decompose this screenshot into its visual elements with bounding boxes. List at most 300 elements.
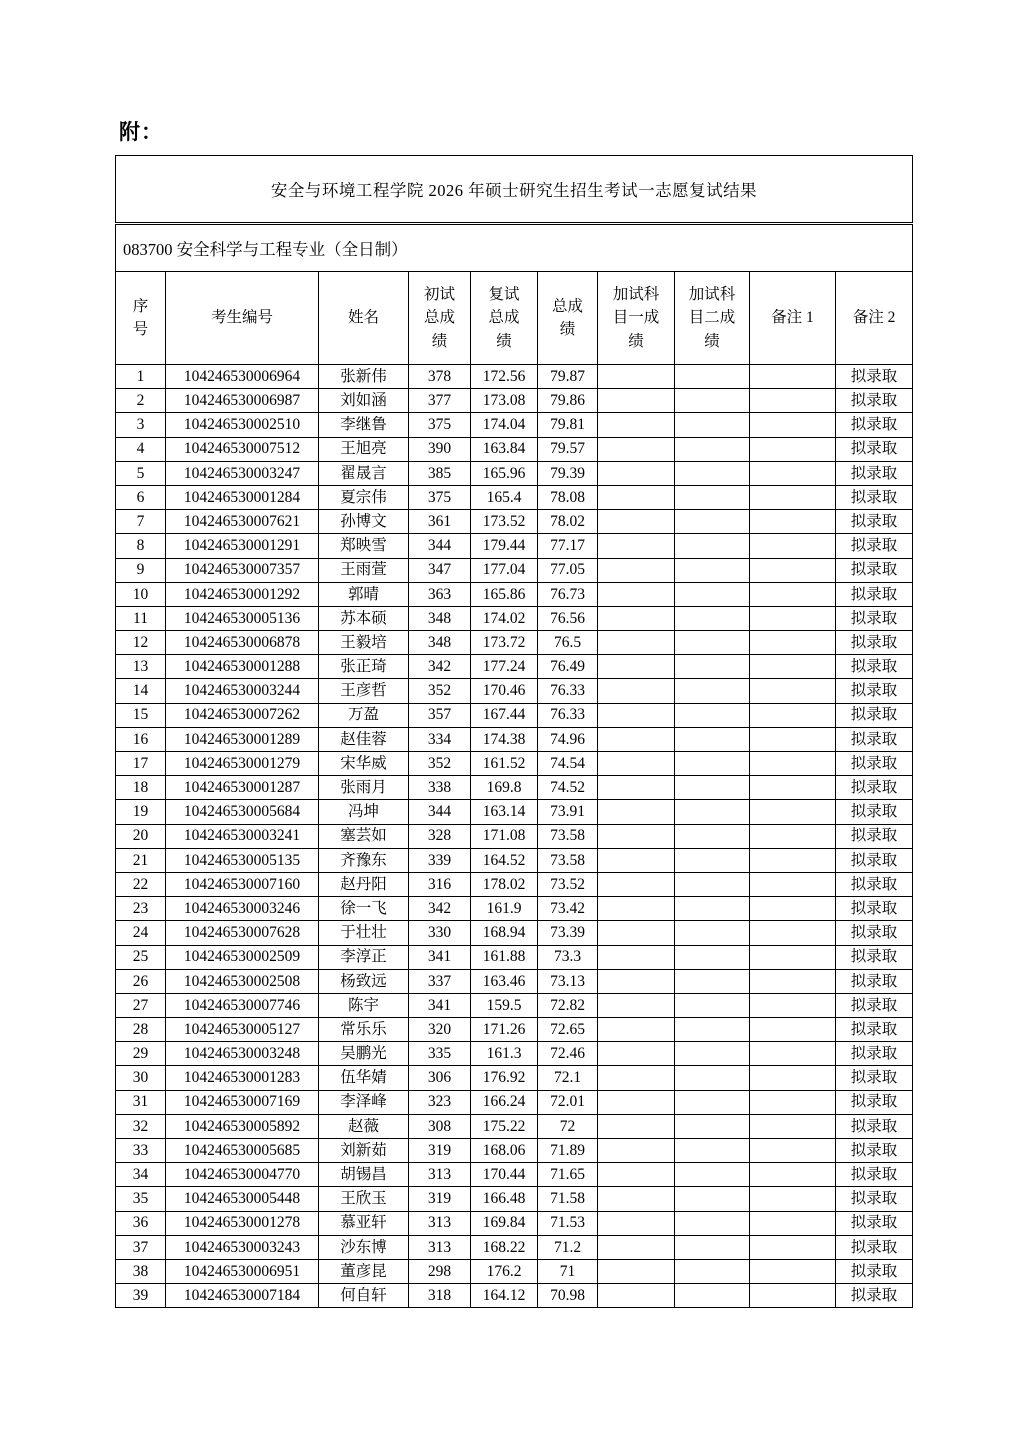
cell-retest-total: 174.38: [471, 727, 538, 751]
cell-extra-subject-1-score: [598, 824, 675, 848]
cell-candidate-id: 104246530001291: [166, 534, 319, 558]
cell-total-score: 74.96: [538, 727, 598, 751]
cell-candidate-id: 104246530007160: [166, 872, 319, 896]
table-row: [116, 993, 913, 1017]
cell-serial-number: 38: [116, 1259, 166, 1283]
cell-remark-1: [750, 1042, 836, 1066]
cell-total-score: 72.01: [538, 1090, 598, 1114]
cell-candidate-id: 104246530001278: [166, 1211, 319, 1235]
cell-remark-1: [750, 824, 836, 848]
cell-name: 刘如涵: [319, 389, 409, 413]
cell-extra-subject-1-score: [598, 1187, 675, 1211]
cell-initial-exam-total: 378: [409, 365, 471, 389]
cell-name: 李泽峰: [319, 1090, 409, 1114]
cell-extra-subject-1-score: [598, 365, 675, 389]
col-candidate-id: 考生编号: [166, 272, 319, 365]
cell-remark-2: 拟录取: [836, 631, 913, 655]
table-row: [116, 413, 913, 437]
results-table: [115, 155, 913, 1308]
cell-extra-subject-2-score: [675, 872, 750, 896]
cell-initial-exam-total: 348: [409, 606, 471, 630]
col-initial-exam-total: 初试总成绩: [409, 272, 471, 365]
cell-serial-number: 2: [116, 389, 166, 413]
cell-serial-number: 19: [116, 800, 166, 824]
cell-initial-exam-total: 328: [409, 824, 471, 848]
cell-name: 孙博文: [319, 510, 409, 534]
table-row: [116, 776, 913, 800]
cell-name: 郭晴: [319, 582, 409, 606]
cell-name: 伍华婧: [319, 1066, 409, 1090]
cell-extra-subject-1-score: [598, 631, 675, 655]
cell-retest-total: 168.94: [471, 921, 538, 945]
cell-remark-2: 拟录取: [836, 485, 913, 509]
cell-extra-subject-2-score: [675, 993, 750, 1017]
cell-extra-subject-2-score: [675, 437, 750, 461]
table-row: [116, 1090, 913, 1114]
cell-total-score: 78.08: [538, 485, 598, 509]
cell-total-score: 79.57: [538, 437, 598, 461]
cell-initial-exam-total: 323: [409, 1090, 471, 1114]
cell-extra-subject-1-score: [598, 921, 675, 945]
cell-extra-subject-2-score: [675, 727, 750, 751]
column-header-row: [116, 272, 913, 365]
table-row: [116, 437, 913, 461]
cell-candidate-id: 104246530003241: [166, 824, 319, 848]
table-row: [116, 848, 913, 872]
cell-retest-total: 163.46: [471, 969, 538, 993]
cell-total-score: 76.49: [538, 655, 598, 679]
cell-candidate-id: 104246530007262: [166, 703, 319, 727]
cell-serial-number: 6: [116, 485, 166, 509]
cell-remark-2: 拟录取: [836, 365, 913, 389]
table-row: [116, 1114, 913, 1138]
cell-serial-number: 12: [116, 631, 166, 655]
cell-retest-total: 172.56: [471, 365, 538, 389]
table-row: [116, 727, 913, 751]
cell-serial-number: 37: [116, 1235, 166, 1259]
cell-candidate-id: 104246530004770: [166, 1163, 319, 1187]
cell-remark-1: [750, 1211, 836, 1235]
cell-remark-2: 拟录取: [836, 1090, 913, 1114]
cell-remark-2: 拟录取: [836, 824, 913, 848]
cell-serial-number: 30: [116, 1066, 166, 1090]
cell-total-score: 72: [538, 1114, 598, 1138]
cell-retest-total: 169.8: [471, 776, 538, 800]
cell-candidate-id: 104246530005135: [166, 848, 319, 872]
cell-initial-exam-total: 339: [409, 848, 471, 872]
cell-retest-total: 175.22: [471, 1114, 538, 1138]
cell-serial-number: 9: [116, 558, 166, 582]
cell-initial-exam-total: 316: [409, 872, 471, 896]
cell-remark-2: 拟录取: [836, 1187, 913, 1211]
table-row: [116, 582, 913, 606]
cell-extra-subject-2-score: [675, 1114, 750, 1138]
cell-total-score: 76.33: [538, 703, 598, 727]
cell-extra-subject-2-score: [675, 1042, 750, 1066]
cell-serial-number: 31: [116, 1090, 166, 1114]
cell-remark-1: [750, 800, 836, 824]
cell-total-score: 76.33: [538, 679, 598, 703]
cell-retest-total: 178.02: [471, 872, 538, 896]
cell-retest-total: 171.26: [471, 1018, 538, 1042]
cell-total-score: 73.91: [538, 800, 598, 824]
cell-extra-subject-2-score: [675, 461, 750, 485]
cell-extra-subject-2-score: [675, 921, 750, 945]
cell-name: 李淳正: [319, 945, 409, 969]
table-row: [116, 824, 913, 848]
cell-remark-1: [750, 1259, 836, 1283]
cell-name: 宋华威: [319, 752, 409, 776]
cell-remark-1: [750, 461, 836, 485]
cell-retest-total: 165.4: [471, 485, 538, 509]
table-row: [116, 800, 913, 824]
cell-retest-total: 177.04: [471, 558, 538, 582]
cell-serial-number: 26: [116, 969, 166, 993]
col-remark-1: 备注 1: [750, 272, 836, 365]
cell-remark-1: [750, 752, 836, 776]
cell-extra-subject-1-score: [598, 1042, 675, 1066]
cell-remark-1: [750, 485, 836, 509]
cell-total-score: 79.86: [538, 389, 598, 413]
cell-name: 赵佳蓉: [319, 727, 409, 751]
cell-name: 王欣玉: [319, 1187, 409, 1211]
cell-remark-1: [750, 1114, 836, 1138]
cell-total-score: 73.3: [538, 945, 598, 969]
col-serial-number: 序号: [116, 272, 166, 365]
cell-extra-subject-2-score: [675, 1235, 750, 1259]
cell-candidate-id: 104246530002510: [166, 413, 319, 437]
cell-retest-total: 164.12: [471, 1284, 538, 1308]
cell-serial-number: 23: [116, 897, 166, 921]
cell-extra-subject-2-score: [675, 1259, 750, 1283]
cell-remark-1: [750, 1235, 836, 1259]
cell-serial-number: 17: [116, 752, 166, 776]
cell-retest-total: 173.52: [471, 510, 538, 534]
cell-candidate-id: 104246530005892: [166, 1114, 319, 1138]
cell-candidate-id: 104246530001289: [166, 727, 319, 751]
cell-initial-exam-total: 342: [409, 897, 471, 921]
cell-serial-number: 29: [116, 1042, 166, 1066]
cell-total-score: 73.42: [538, 897, 598, 921]
cell-remark-2: 拟录取: [836, 1018, 913, 1042]
cell-serial-number: 27: [116, 993, 166, 1017]
cell-initial-exam-total: 357: [409, 703, 471, 727]
cell-remark-1: [750, 727, 836, 751]
cell-remark-1: [750, 969, 836, 993]
cell-name: 李继鲁: [319, 413, 409, 437]
cell-candidate-id: 104246530007357: [166, 558, 319, 582]
cell-extra-subject-1-score: [598, 1066, 675, 1090]
cell-remark-2: 拟录取: [836, 1259, 913, 1283]
cell-initial-exam-total: 348: [409, 631, 471, 655]
cell-initial-exam-total: 313: [409, 1211, 471, 1235]
cell-serial-number: 5: [116, 461, 166, 485]
cell-candidate-id: 104246530005136: [166, 606, 319, 630]
table-row: [116, 461, 913, 485]
cell-extra-subject-1-score: [598, 1090, 675, 1114]
cell-remark-1: [750, 437, 836, 461]
cell-candidate-id: 104246530001288: [166, 655, 319, 679]
cell-total-score: 71: [538, 1259, 598, 1283]
table-row: [116, 1235, 913, 1259]
cell-remark-1: [750, 945, 836, 969]
cell-serial-number: 22: [116, 872, 166, 896]
table-row: [116, 510, 913, 534]
cell-remark-1: [750, 389, 836, 413]
cell-remark-1: [750, 1139, 836, 1163]
table-row: [116, 1139, 913, 1163]
table-row: [116, 1284, 913, 1308]
table-title: 安全与环境工程学院 2026 年硕士研究生招生考试一志愿复试结果: [116, 156, 913, 224]
cell-total-score: 72.65: [538, 1018, 598, 1042]
cell-serial-number: 4: [116, 437, 166, 461]
cell-remark-1: [750, 776, 836, 800]
cell-remark-2: 拟录取: [836, 1235, 913, 1259]
cell-extra-subject-2-score: [675, 752, 750, 776]
table-row: [116, 1066, 913, 1090]
cell-remark-2: 拟录取: [836, 1211, 913, 1235]
cell-remark-2: 拟录取: [836, 558, 913, 582]
cell-total-score: 73.58: [538, 824, 598, 848]
table-body: [116, 365, 913, 1308]
cell-serial-number: 39: [116, 1284, 166, 1308]
cell-name: 常乐乐: [319, 1018, 409, 1042]
cell-extra-subject-1-score: [598, 1114, 675, 1138]
cell-initial-exam-total: 298: [409, 1259, 471, 1283]
cell-extra-subject-1-score: [598, 776, 675, 800]
cell-candidate-id: 104246530007512: [166, 437, 319, 461]
cell-extra-subject-1-score: [598, 558, 675, 582]
cell-initial-exam-total: 352: [409, 752, 471, 776]
cell-total-score: 79.81: [538, 413, 598, 437]
cell-total-score: 71.53: [538, 1211, 598, 1235]
cell-candidate-id: 104246530007184: [166, 1284, 319, 1308]
cell-retest-total: 165.96: [471, 461, 538, 485]
table-row: [116, 679, 913, 703]
cell-candidate-id: 104246530001284: [166, 485, 319, 509]
cell-serial-number: 33: [116, 1139, 166, 1163]
cell-candidate-id: 104246530006951: [166, 1259, 319, 1283]
cell-extra-subject-2-score: [675, 800, 750, 824]
cell-initial-exam-total: 306: [409, 1066, 471, 1090]
cell-total-score: 73.58: [538, 848, 598, 872]
cell-initial-exam-total: 334: [409, 727, 471, 751]
cell-remark-1: [750, 631, 836, 655]
cell-extra-subject-1-score: [598, 485, 675, 509]
cell-remark-1: [750, 510, 836, 534]
cell-name: 郑映雪: [319, 534, 409, 558]
cell-name: 张雨月: [319, 776, 409, 800]
cell-remark-2: 拟录取: [836, 534, 913, 558]
cell-remark-1: [750, 365, 836, 389]
cell-retest-total: 177.24: [471, 655, 538, 679]
cell-remark-2: 拟录取: [836, 1066, 913, 1090]
cell-candidate-id: 104246530002509: [166, 945, 319, 969]
table-row: [116, 1018, 913, 1042]
cell-extra-subject-2-score: [675, 679, 750, 703]
cell-remark-2: 拟录取: [836, 921, 913, 945]
cell-retest-total: 173.72: [471, 631, 538, 655]
cell-candidate-id: 104246530007621: [166, 510, 319, 534]
cell-candidate-id: 104246530006878: [166, 631, 319, 655]
cell-initial-exam-total: 377: [409, 389, 471, 413]
cell-candidate-id: 104246530005684: [166, 800, 319, 824]
table-row: [116, 485, 913, 509]
cell-initial-exam-total: 338: [409, 776, 471, 800]
cell-extra-subject-1-score: [598, 703, 675, 727]
cell-serial-number: 18: [116, 776, 166, 800]
cell-retest-total: 161.3: [471, 1042, 538, 1066]
cell-extra-subject-1-score: [598, 993, 675, 1017]
cell-initial-exam-total: 330: [409, 921, 471, 945]
cell-extra-subject-1-score: [598, 534, 675, 558]
cell-candidate-id: 104246530003246: [166, 897, 319, 921]
cell-name: 何自轩: [319, 1284, 409, 1308]
cell-total-score: 73.39: [538, 921, 598, 945]
cell-initial-exam-total: 344: [409, 534, 471, 558]
cell-candidate-id: 104246530007628: [166, 921, 319, 945]
cell-retest-total: 167.44: [471, 703, 538, 727]
cell-extra-subject-2-score: [675, 558, 750, 582]
cell-extra-subject-2-score: [675, 1066, 750, 1090]
cell-remark-1: [750, 413, 836, 437]
cell-initial-exam-total: 352: [409, 679, 471, 703]
cell-total-score: 78.02: [538, 510, 598, 534]
cell-retest-total: 174.04: [471, 413, 538, 437]
cell-remark-2: 拟录取: [836, 800, 913, 824]
cell-remark-1: [750, 897, 836, 921]
col-total-score: 总成绩: [538, 272, 598, 365]
col-extra-subject-2-score: 加试科目二成绩: [675, 272, 750, 365]
cell-extra-subject-2-score: [675, 413, 750, 437]
cell-remark-2: 拟录取: [836, 1163, 913, 1187]
cell-remark-1: [750, 679, 836, 703]
cell-extra-subject-2-score: [675, 1284, 750, 1308]
cell-remark-1: [750, 1090, 836, 1114]
cell-total-score: 77.05: [538, 558, 598, 582]
cell-serial-number: 32: [116, 1114, 166, 1138]
cell-extra-subject-2-score: [675, 776, 750, 800]
cell-remark-2: 拟录取: [836, 872, 913, 896]
cell-initial-exam-total: 335: [409, 1042, 471, 1066]
cell-initial-exam-total: 342: [409, 655, 471, 679]
cell-serial-number: 21: [116, 848, 166, 872]
cell-candidate-id: 104246530003244: [166, 679, 319, 703]
cell-extra-subject-2-score: [675, 1090, 750, 1114]
cell-extra-subject-1-score: [598, 872, 675, 896]
cell-extra-subject-1-score: [598, 969, 675, 993]
cell-extra-subject-1-score: [598, 1284, 675, 1308]
cell-extra-subject-1-score: [598, 752, 675, 776]
cell-extra-subject-2-score: [675, 606, 750, 630]
cell-initial-exam-total: 318: [409, 1284, 471, 1308]
cell-name: 王彦哲: [319, 679, 409, 703]
cell-extra-subject-2-score: [675, 510, 750, 534]
cell-initial-exam-total: 344: [409, 800, 471, 824]
table-row: [116, 752, 913, 776]
cell-initial-exam-total: 341: [409, 993, 471, 1017]
cell-candidate-id: 104246530006987: [166, 389, 319, 413]
table-row: [116, 655, 913, 679]
cell-name: 杨致远: [319, 969, 409, 993]
cell-total-score: 76.73: [538, 582, 598, 606]
cell-extra-subject-1-score: [598, 1018, 675, 1042]
cell-remark-1: [750, 872, 836, 896]
cell-retest-total: 165.86: [471, 582, 538, 606]
cell-name: 徐一飞: [319, 897, 409, 921]
cell-serial-number: 13: [116, 655, 166, 679]
cell-name: 冯坤: [319, 800, 409, 824]
cell-retest-total: 170.46: [471, 679, 538, 703]
cell-remark-2: 拟录取: [836, 510, 913, 534]
cell-extra-subject-2-score: [675, 655, 750, 679]
cell-serial-number: 7: [116, 510, 166, 534]
cell-candidate-id: 104246530003247: [166, 461, 319, 485]
cell-extra-subject-2-score: [675, 631, 750, 655]
cell-retest-total: 168.22: [471, 1235, 538, 1259]
cell-total-score: 71.89: [538, 1139, 598, 1163]
cell-serial-number: 24: [116, 921, 166, 945]
cell-remark-1: [750, 1187, 836, 1211]
cell-initial-exam-total: 375: [409, 413, 471, 437]
cell-serial-number: 34: [116, 1163, 166, 1187]
cell-remark-1: [750, 1018, 836, 1042]
cell-serial-number: 36: [116, 1211, 166, 1235]
cell-extra-subject-2-score: [675, 485, 750, 509]
table-row: [116, 534, 913, 558]
cell-total-score: 76.56: [538, 606, 598, 630]
cell-remark-1: [750, 582, 836, 606]
cell-name: 齐豫东: [319, 848, 409, 872]
cell-candidate-id: 104246530003243: [166, 1235, 319, 1259]
table-row: [116, 969, 913, 993]
cell-remark-2: 拟录取: [836, 437, 913, 461]
cell-extra-subject-1-score: [598, 606, 675, 630]
cell-total-score: 70.98: [538, 1284, 598, 1308]
cell-serial-number: 8: [116, 534, 166, 558]
cell-remark-2: 拟录取: [836, 993, 913, 1017]
cell-remark-2: 拟录取: [836, 413, 913, 437]
table-row: [116, 1042, 913, 1066]
cell-total-score: 73.52: [538, 872, 598, 896]
cell-name: 吴鹏光: [319, 1042, 409, 1066]
attachment-label: 附：: [119, 120, 163, 144]
table-row: [116, 1187, 913, 1211]
cell-extra-subject-1-score: [598, 510, 675, 534]
col-retest-total: 复试总成绩: [471, 272, 538, 365]
subtitle-row: [116, 224, 913, 272]
cell-remark-2: 拟录取: [836, 1284, 913, 1308]
cell-extra-subject-1-score: [598, 437, 675, 461]
cell-name: 张新伟: [319, 365, 409, 389]
cell-extra-subject-1-score: [598, 1163, 675, 1187]
cell-name: 于壮壮: [319, 921, 409, 945]
cell-remark-2: 拟录取: [836, 1042, 913, 1066]
cell-extra-subject-2-score: [675, 582, 750, 606]
table-row: [116, 945, 913, 969]
cell-extra-subject-2-score: [675, 1211, 750, 1235]
cell-extra-subject-2-score: [675, 534, 750, 558]
cell-retest-total: 179.44: [471, 534, 538, 558]
cell-remark-2: 拟录取: [836, 776, 913, 800]
cell-candidate-id: 104246530007169: [166, 1090, 319, 1114]
cell-remark-1: [750, 848, 836, 872]
cell-extra-subject-1-score: [598, 679, 675, 703]
cell-extra-subject-1-score: [598, 413, 675, 437]
cell-total-score: 71.2: [538, 1235, 598, 1259]
cell-initial-exam-total: 319: [409, 1139, 471, 1163]
cell-name: 夏宗伟: [319, 485, 409, 509]
